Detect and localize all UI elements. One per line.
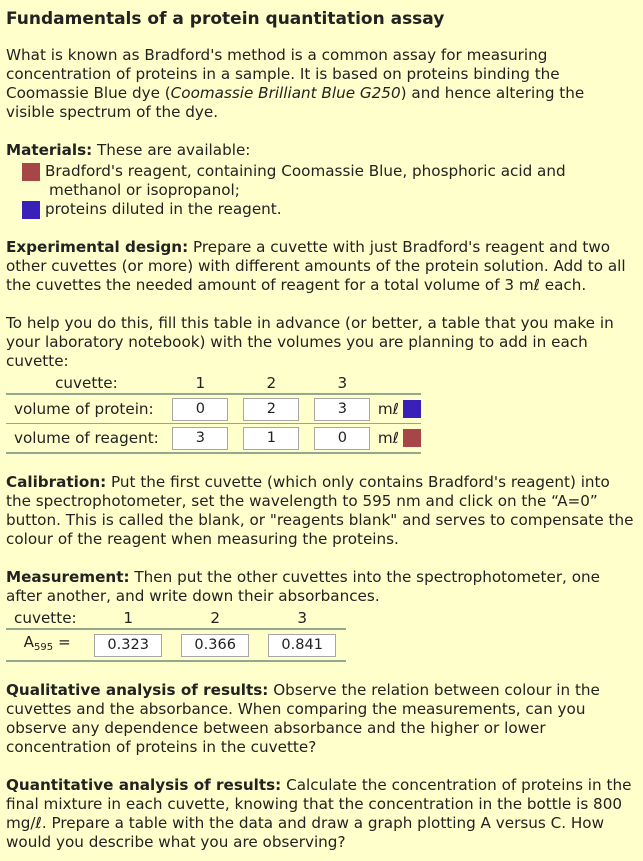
measurement-text: Then put the other cuvettes into the spectrophotometer, one after another, and write down their absorbances.	[6, 568, 600, 605]
design-heading: Experimental design:	[6, 238, 189, 256]
material-label-proteins: proteins diluted in the reagent.	[45, 200, 282, 218]
calibration-heading: Calibration:	[6, 473, 107, 491]
material-label-reagent-cont: methanol or isopropanol;	[49, 181, 240, 199]
absorbance-col-3: 3	[297, 608, 308, 627]
reagent-color-swatch	[22, 163, 40, 181]
absorbance-row-label: $A_{595}$ =	[6, 629, 85, 661]
volume-section	[6, 314, 637, 454]
dye-name: Coomassie Brilliant Blue G250	[170, 84, 401, 102]
protein-volume-input-1[interactable]: 0	[172, 398, 228, 421]
volume-table	[6, 373, 421, 454]
materials-section	[6, 141, 637, 219]
material-item-reagent	[22, 162, 637, 200]
reagent-volume-row	[6, 424, 421, 454]
absorbance-row	[6, 629, 346, 661]
absorbance-value-1[interactable]: 0.323	[94, 634, 162, 657]
quantitative-heading: Quantitative analysis of results:	[6, 776, 282, 794]
intro-text-1: What is known as Bradford's method is a common assay for measuring concentration of proteins in a sample. It is based on proteins binding the Coomassie Blue dye (	[6, 46, 560, 102]
reagent-volume-unit: mℓ	[377, 428, 399, 447]
volume-table-header	[6, 373, 421, 394]
reagent-row-swatch	[403, 429, 421, 447]
protein-volume-row	[6, 394, 421, 424]
protein-volume-input-3[interactable]: 3	[314, 398, 370, 421]
absorbance-header-label: cuvette:	[14, 608, 77, 627]
volume-col-2: 2	[266, 373, 277, 392]
reagent-volume-input-2[interactable]: 1	[243, 427, 299, 450]
intro-text-2: ) and hence altering the visible spectrum of the dye.	[6, 84, 585, 121]
protein-volume-unit: mℓ	[377, 399, 399, 418]
material-label-reagent: Bradford's reagent, containing Coomassie Blue, phosphoric acid and	[45, 162, 566, 180]
absorbance-col-1: 1	[123, 608, 134, 627]
intro-paragraph	[6, 46, 637, 122]
page-title: Fundamentals of a protein quantitation assay	[6, 9, 445, 29]
materials-lead: These are available:	[92, 141, 251, 159]
calibration-section	[6, 473, 637, 549]
volume-header-label: cuvette:	[55, 373, 118, 392]
protein-volume-label: volume of protein:	[6, 394, 165, 424]
materials-list	[22, 162, 637, 219]
measurement-section	[6, 568, 637, 662]
fill-instruction: To help you do this, fill this table in advance (or better, a table that you make in your laboratory notebook) with the volumes you are planning to add in each cuvette:	[6, 314, 614, 370]
protein-volume-input-2[interactable]: 2	[243, 398, 299, 421]
reagent-volume-input-1[interactable]: 3	[172, 427, 228, 450]
absorbance-table	[6, 608, 346, 662]
protein-row-swatch	[403, 400, 421, 418]
materials-heading: Materials:	[6, 141, 93, 159]
qualitative-section	[6, 681, 637, 757]
design-text: Prepare a cuvette with just Bradford's reagent and two other cuvettes (or more) with different amounts of the protein solution. Add to all the cuvettes the needed amount of reagent for a total volume of 3 mℓ each.	[6, 238, 626, 294]
material-item-proteins	[22, 200, 637, 219]
protein-color-swatch	[22, 201, 40, 219]
absorbance-table-header	[6, 608, 346, 629]
design-section	[6, 238, 637, 295]
calibration-text: Put the first cuvette (which only contains Bradford's reagent) into the spectrophotometer, set the wavelength to 595 nm and click on the “A=0” button. This is called the blank, or "reagents blank" and serves to compensate the colour of the reagent when measuring the proteins.	[6, 473, 634, 548]
qualitative-heading: Qualitative analysis of results:	[6, 681, 269, 699]
absorbance-col-2: 2	[210, 608, 221, 627]
reagent-volume-label: volume of reagent:	[6, 424, 165, 454]
volume-col-1: 1	[195, 373, 206, 392]
volume-col-3: 3	[337, 373, 348, 392]
quantitative-text: Calculate the concentration of proteins in the final mixture in each cuvette, knowing that the concentration in the bottle is 800 mg/ℓ. Prepare a table with the data and draw a graph plotting A versus C. How would you describe what you are observing?	[6, 776, 632, 851]
quantitative-section	[6, 776, 637, 852]
absorbance-value-3[interactable]: 0.841	[268, 634, 336, 657]
qualitative-text: Observe the relation between colour in the cuvettes and the absorbance. When comparing the measurements, can you observe any dependence between absorbance and the higher or lower concentration of proteins in the cuvette?	[6, 681, 600, 756]
reagent-volume-input-3[interactable]: 0	[314, 427, 370, 450]
absorbance-value-2[interactable]: 0.366	[181, 634, 249, 657]
measurement-heading: Measurement:	[6, 568, 130, 586]
